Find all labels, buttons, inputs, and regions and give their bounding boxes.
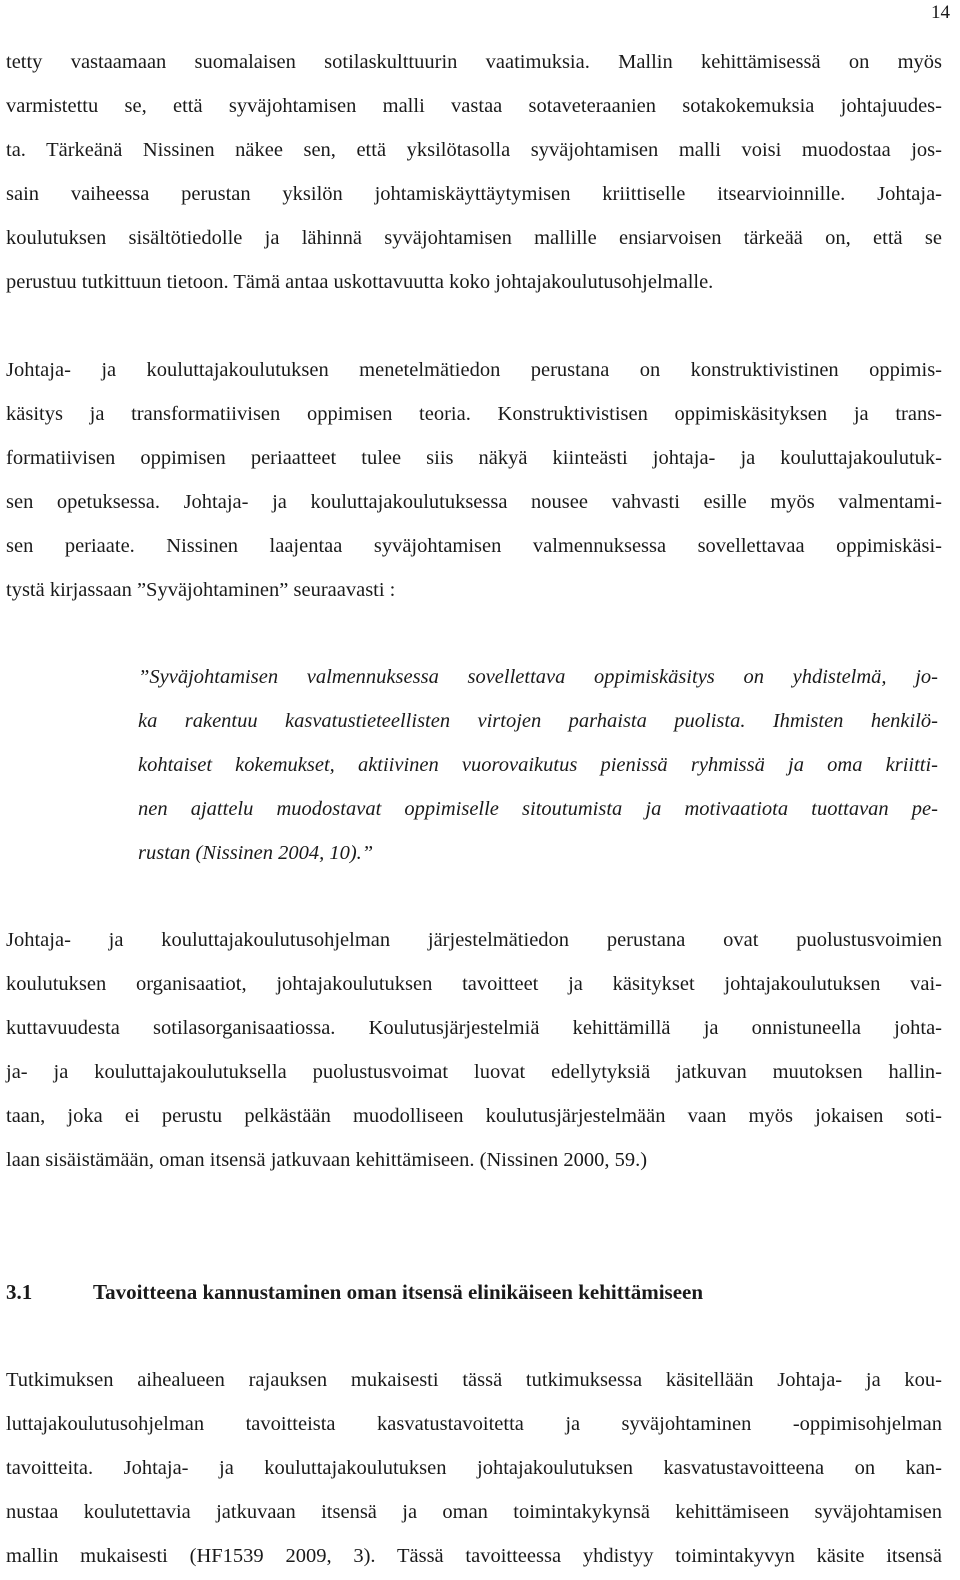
text-line: kuttavuudesta sotilasorganisaatiossa. Koulutusjärjestelmiä kehittämillä ja onnistuneella johta- — [6, 1017, 942, 1039]
text-line: Johtaja- ja kouluttajakoulutuksen menetelmätiedon perustana on konstruktivistinen oppimis- — [6, 359, 942, 381]
text-line: Johtaja- ja kouluttajakoulutusohjelman järjestelmätiedon perustana ovat puolustusvoimien — [6, 929, 942, 951]
text-line: tystä kirjassaan ”Syväjohtaminen” seuraavasti : — [6, 579, 396, 601]
text-line: ja- ja kouluttajakoulutuksella puolustusvoimat luovat edellytyksiä jatkuvan muutoksen hallin- — [6, 1061, 942, 1083]
text-line: sen opetuksessa. Johtaja- ja kouluttajakoulutuksessa nousee vahvasti esille myös valmentami- — [6, 491, 942, 513]
quote-line: rustan (Nissinen 2004, 10).” — [138, 842, 374, 864]
text-line: mallin mukaisesti (HF1539 2009, 3). Tässä tavoitteessa yhdistyy toimintakyvyn käsite itsensä — [6, 1545, 942, 1567]
text-line: luttajakoulutusohjelman tavoitteista kasvatustavoitetta ja syväjohtaminen -oppimisohjelman — [6, 1413, 942, 1435]
text-line: formatiivisen oppimisen periaatteet tulee siis näkyä kiinteästi johtaja- ja kouluttajakoulutuk- — [6, 447, 942, 469]
text-line: sen periaate. Nissinen laajentaa syväjohtamisen valmennuksessa sovellettavaa oppimiskäsi- — [6, 535, 942, 557]
text-line: Tutkimuksen aihealueen rajauksen mukaisesti tässä tutkimuksessa käsitellään Johtaja- ja kou- — [6, 1369, 942, 1391]
section-title: Tavoitteena kannustaminen oman itsensä elinikäiseen kehittämiseen — [93, 1280, 704, 1304]
text-line: tetty vastaamaan suomalaisen sotilaskulttuurin vaatimuksia. Mallin kehittämisessä on myös — [6, 51, 942, 73]
text-line: käsitys ja transformatiivisen oppimisen teoria. Konstruktivistisen oppimiskäsityksen ja trans- — [6, 403, 942, 425]
text-line: ta. Tärkeänä Nissinen näkee sen, että yksilötasolla syväjohtamisen malli voisi muodostaa jos- — [6, 139, 942, 161]
section-number: 3.1 — [6, 1280, 33, 1304]
text-line: nustaa koulutettavia jatkuvaan itsensä ja oman toimintakykynsä kehittämiseen syväjohtamisen — [6, 1501, 942, 1523]
quote-line: ka rakentuu kasvatustieteellisten virtojen parhaista puolista. Ihmisten henkilö- — [138, 710, 938, 732]
page-number: 14 — [931, 2, 950, 23]
text-line: laan sisäistämään, oman itsensä jatkuvaan kehittämiseen. (Nissinen 2000, 59.) — [6, 1149, 648, 1171]
section-heading — [6, 1280, 703, 1305]
text-line: taan, joka ei perustu pelkästään muodolliseen koulutusjärjestelmään vaan myös jokaisen soti- — [6, 1105, 942, 1127]
text-line: perustuu tutkittuun tietoon. Tämä antaa uskottavuutta koko johtajakoulutusohjelmalle. — [6, 271, 714, 293]
text-line: koulutuksen sisältötiedolle ja lähinnä syväjohtamisen mallille ensiarvoisen tärkeää on, että se — [6, 227, 942, 249]
quote-line: nen ajattelu muodostavat oppimiselle sitoutumista ja motivaatiota tuottavan pe- — [138, 798, 938, 820]
text-line: varmistettu se, että syväjohtamisen malli vastaa sotaveteraanien sotakokemuksia johtajuudes- — [6, 95, 942, 117]
text-line: tavoitteita. Johtaja- ja kouluttajakoulutuksen johtajakoulutuksen kasvatustavoitteena on kan- — [6, 1457, 942, 1479]
quote-line: ”Syväjohtamisen valmennuksessa sovellettava oppimiskäsitys on yhdistelmä, jo- — [138, 666, 938, 688]
text-line: sain vaiheessa perustan yksilön johtamiskäyttäytymisen kriittiselle itsearvioinnille. Johtaja- — [6, 183, 942, 205]
quote-line: kohtaiset kokemukset, aktiivinen vuorovaikutus pienissä ryhmissä ja oma kriitti- — [138, 754, 938, 776]
text-line: koulutuksen organisaatiot, johtajakoulutuksen tavoitteet ja käsitykset johtajakoulutuksen vai- — [6, 973, 942, 995]
